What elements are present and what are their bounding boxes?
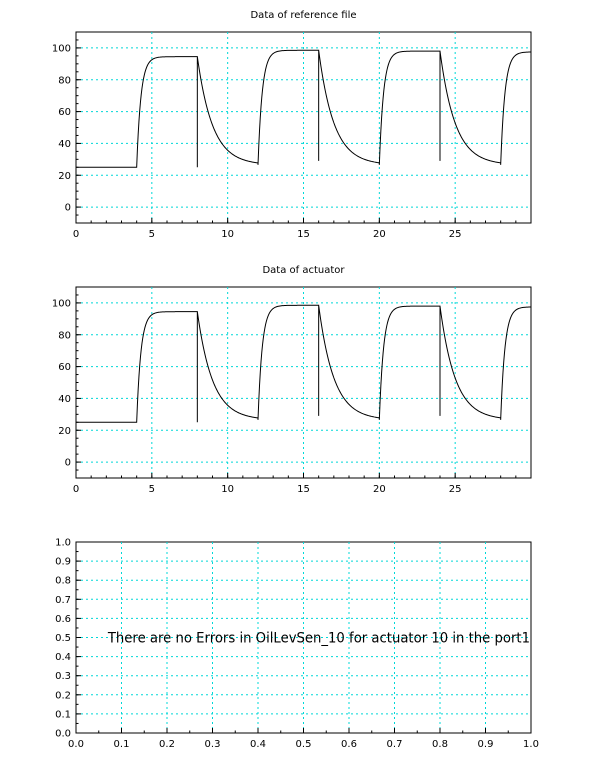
x-tick-label: 25 [448,229,462,240]
x-tick-label: 5 [148,229,156,240]
x-tick-label: 10 [221,484,235,495]
y-tick-label: 0 [64,202,71,214]
x-tick-label: 0 [72,484,80,495]
y-tick-label: 40 [58,138,71,150]
x-tick-label: 1.0 [523,739,539,750]
y-tick-label: 80 [58,330,71,342]
x-tick-label: 0.5 [295,739,312,750]
y-tick-label: 60 [58,107,71,119]
x-tick-label: 0.8 [432,739,448,750]
x-tick-label: 15 [297,229,310,240]
x-tick-label: 10 [221,229,235,240]
y-tick-label: 0.3 [55,671,71,683]
x-tick-label: 20 [372,229,386,240]
x-tick-label: 0.7 [386,739,403,750]
y-tick-label: 0.5 [55,633,71,644]
x-tick-label: 0.2 [159,739,175,750]
x-tick-label: 0.1 [113,739,130,750]
error-message-text: There are no Errors in OilLevSen_10 for actuator 10 in the port1 [106,630,530,647]
plot-error-message [55,538,539,751]
y-tick-label: 0.1 [55,709,71,721]
y-tick-label: 20 [58,425,71,437]
y-tick-label: 20 [58,170,71,182]
chart-title: Data of actuator [262,265,345,276]
y-tick-label: 60 [58,362,71,374]
chart-title: Data of reference file [250,10,357,21]
y-tick-label: 0.8 [55,575,71,587]
y-tick-label: 0.4 [55,652,71,664]
y-tick-label: 1.0 [55,537,71,549]
y-tick-label: 0.0 [55,728,71,740]
y-tick-label: 40 [58,393,71,405]
y-tick-label: 0.9 [55,556,71,568]
x-tick-label: 20 [372,484,386,495]
x-tick-label: 0.9 [477,739,494,750]
y-tick-label: 80 [58,75,71,87]
x-tick-label: 5 [148,484,156,495]
x-tick-label: 15 [297,484,310,495]
x-tick-label: 0.6 [341,739,357,750]
x-tick-label: 0.0 [68,739,84,750]
y-tick-label: 0.7 [55,594,71,606]
x-tick-label: 0.3 [204,739,221,750]
plot-actuator [52,265,531,495]
plot-reference [52,10,531,240]
y-tick-label: 0.6 [55,613,71,625]
x-tick-label: 0.4 [250,739,266,750]
y-tick-label: 100 [51,298,71,310]
y-tick-label: 100 [51,43,71,55]
y-tick-label: 0 [64,457,71,469]
x-tick-label: 25 [448,484,462,495]
x-tick-label: 0 [72,229,80,240]
y-tick-label: 0.2 [55,690,71,702]
